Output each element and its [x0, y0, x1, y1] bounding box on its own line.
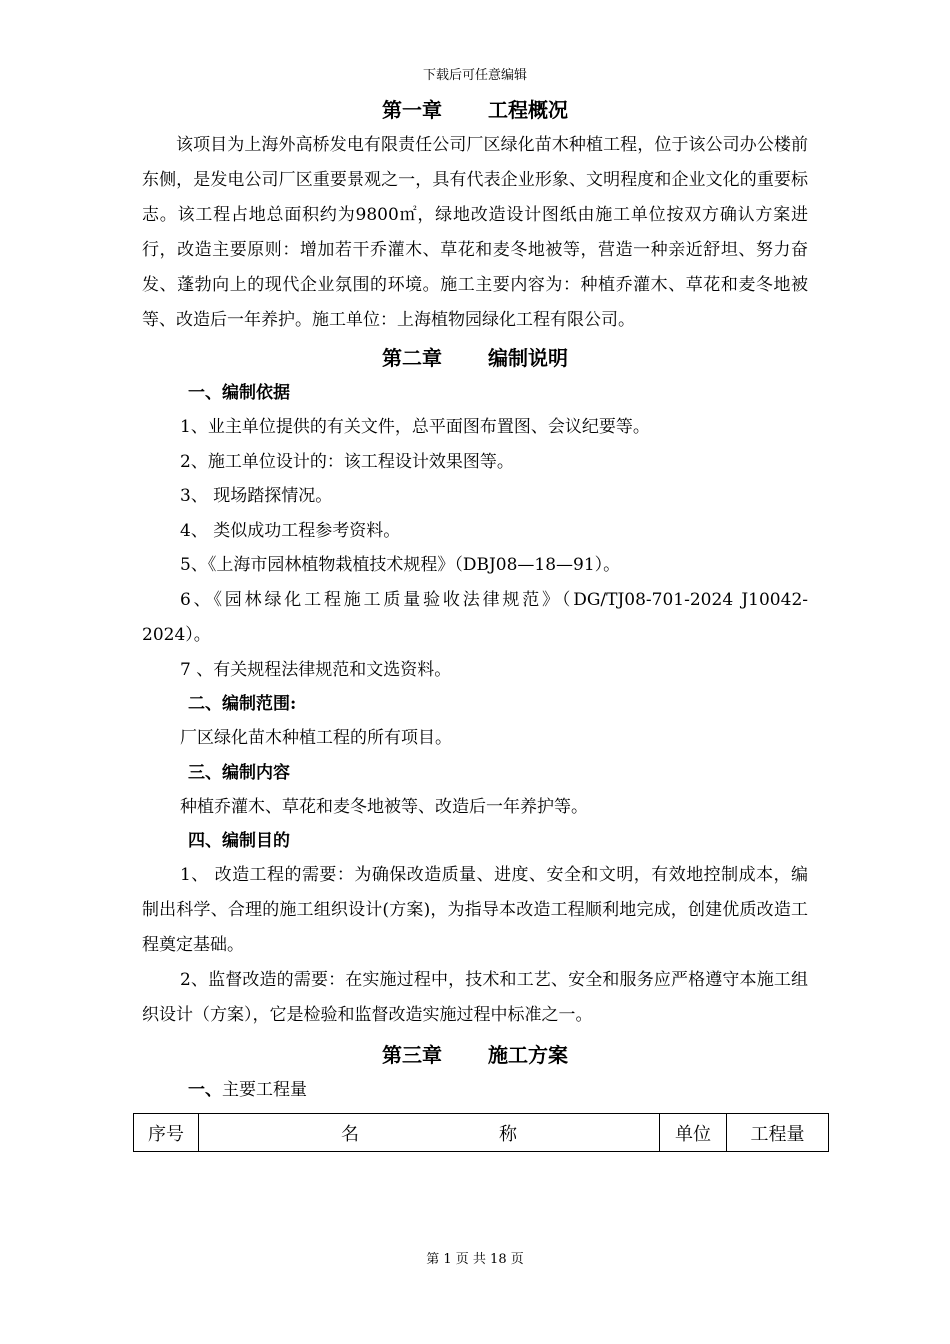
- header-cell-quantity: 工程量: [727, 1114, 829, 1152]
- chapter-1-paragraph: 该项目为上海外高桥发电有限责任公司厂区绿化苗木种植工程，位于该公司办公楼前东侧，是发电公司厂区重要景观之一，具有代表企业形象、文明程度和企业文化的重要标志。该工程占地总面积约为9800㎡，绿地改造设计图纸由施工单位按双方确认方案进行，改造主要原则：增加若干乔灌木、草花和麦冬地被等，营造一种亲近舒坦、努力奋发、蓬勃向上的现代企业氛围的环境。施工主要内容为：种植乔灌木、草花和麦冬地被等、改造后一年养护。施工单位：上海植物园绿化工程有限公司。: [142, 135, 808, 330]
- chapter-2-title: 编制说明: [488, 346, 568, 370]
- section-content-text: 种植乔灌木、草花和麦冬地被等、改造后一年养护等。: [180, 796, 588, 817]
- section-content-heading: 三、编制内容: [188, 762, 290, 783]
- header-cell-name-part2: 称: [499, 1123, 517, 1145]
- document-body: [142, 92, 808, 1152]
- section-purpose-heading: 四、编制目的: [188, 831, 290, 851]
- basis-item-2: 2、施工单位设计的：该工程设计效果图等。: [180, 451, 514, 472]
- chapter-1-number: 第一章: [382, 98, 442, 122]
- basis-item-1: 1、业主单位提供的有关文件，总平面图布置图、会议纪要等。: [180, 417, 650, 437]
- chapter-2-heading: [142, 340, 808, 376]
- chapter-1-title: 工程概况: [488, 98, 568, 122]
- section-scope-text: 厂区绿化苗木种植工程的所有项目。: [180, 728, 452, 748]
- header-cell-unit: 单位: [660, 1114, 727, 1152]
- basis-item-3: 3、 现场踏探情况。: [180, 486, 333, 506]
- basis-item-5: 5、《上海市园林植物栽植技术规程》（DBJ08—18—91）。: [180, 555, 621, 575]
- quantities-table: [133, 1113, 829, 1152]
- header-cell-index: 序号: [134, 1114, 199, 1152]
- header-cell-name-part1: 名: [341, 1123, 359, 1145]
- basis-item-7: 7 、有关规程法律规范和文选资料。: [180, 659, 452, 680]
- section-quantities-label: 主要工程量: [222, 1080, 307, 1100]
- chapter-1-heading: [142, 92, 808, 128]
- chapter-3-title: 施工方案: [488, 1043, 568, 1067]
- table-header-row: [134, 1114, 829, 1152]
- section-quantities-heading: 一、主要工程量: [188, 1080, 307, 1100]
- chapter-3-number: 第三章: [382, 1043, 442, 1067]
- section-scope-heading: 二、编制范围:: [188, 694, 297, 714]
- basis-item-4: 4、 类似成功工程参考资料。: [180, 520, 401, 541]
- purpose-paragraph-1: 1、 改造工程的需要：为确保改造质量、进度、安全和文明，有效地控制成本，编制出科学、合理的施工组织设计(方案)，为指导本改造工程顺利地完成，创建优质改造工程奠定基础。: [142, 865, 808, 955]
- page-footer: 第 1 页 共 18 页: [426, 1252, 524, 1267]
- chapter-2-number: 第二章: [382, 346, 442, 370]
- basis-item-6: 6、《园林绿化工程施工质量验收法律规范》（DG/TJ08-701-2024 J10042-2024）。: [142, 589, 808, 645]
- chapter-3-heading: [142, 1037, 808, 1073]
- header-cell-name: [199, 1114, 660, 1152]
- purpose-paragraph-2: 2、监督改造的需要：在实施过程中，技术和工艺、安全和服务应严格遵守本施工组织设计（方案），它是检验和监督改造实施过程中标准之一。: [142, 970, 808, 1025]
- header-note: 下载后可任意编辑: [422, 68, 527, 83]
- section-basis-heading: 一、编制依据: [188, 383, 290, 403]
